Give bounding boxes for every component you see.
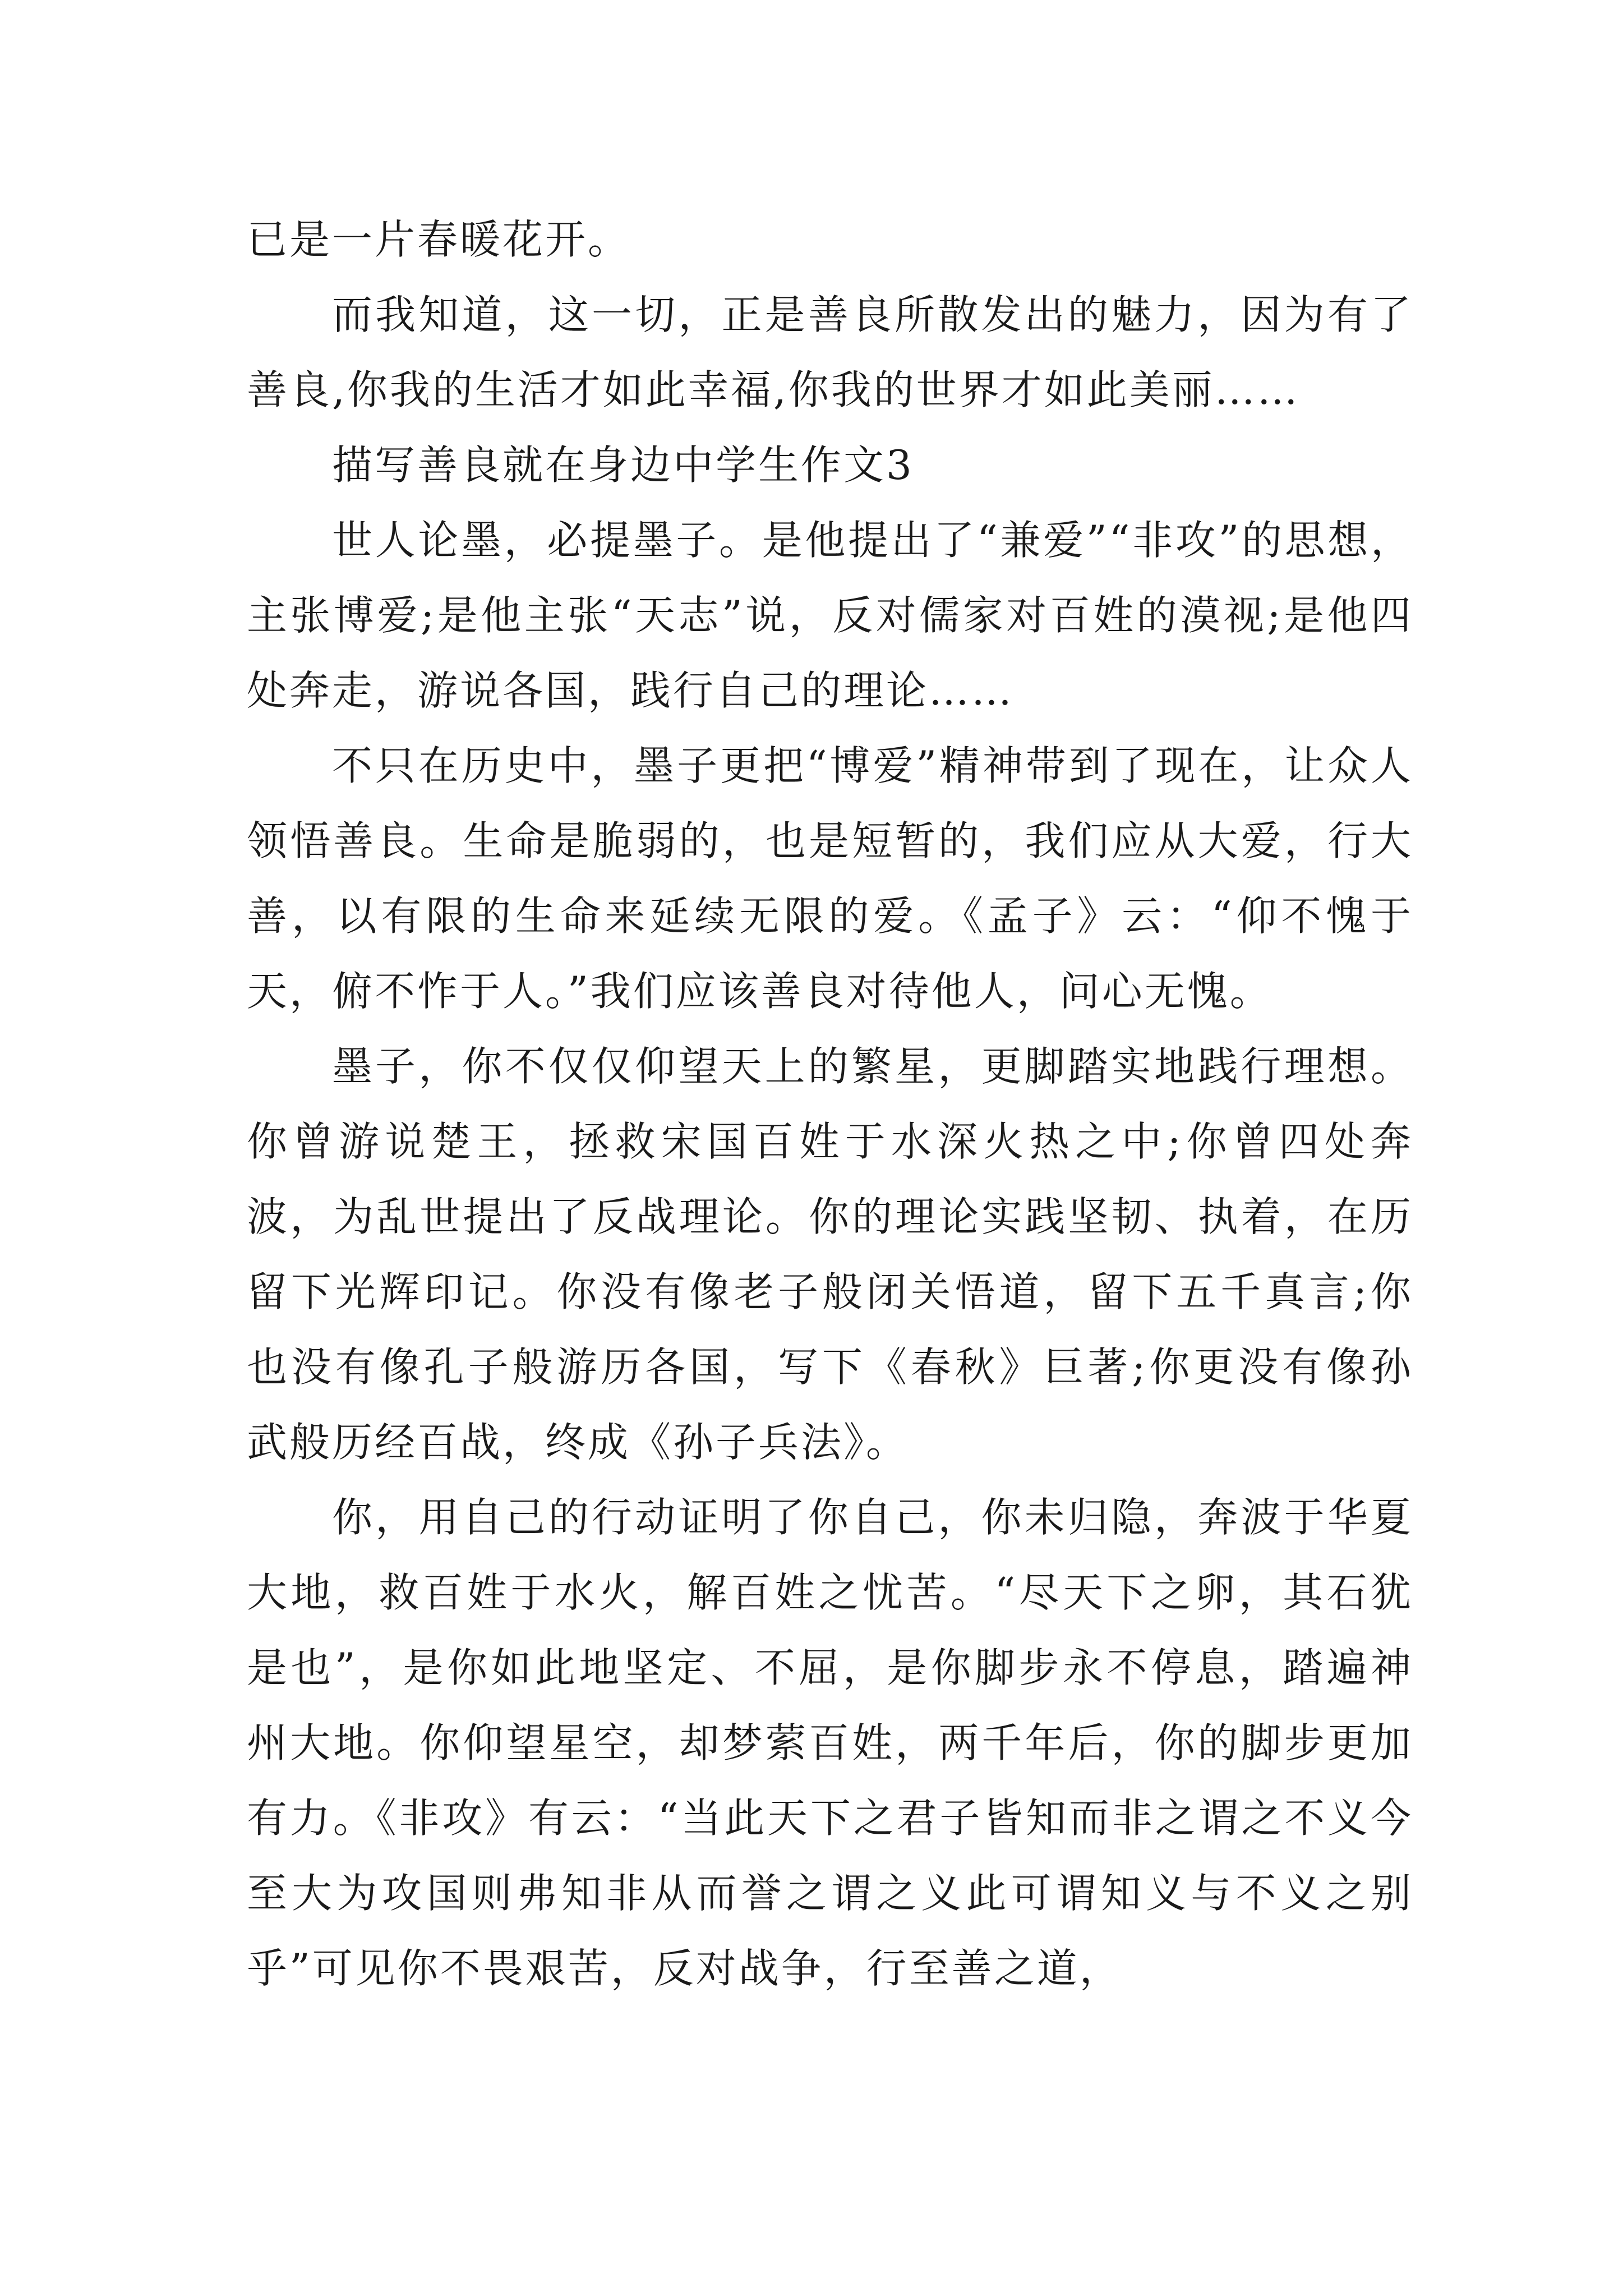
paragraph-2: 而我知道，这一切，正是善良所散发出的魅力，因为有了善良,你我的生活才如此幸福,你我的世界才如此美丽……: [247, 291, 1413, 413]
paragraph-5: 墨子，你不仅仅仰望天上的繁星，更脚踏实地践行理想。你曾游说楚王，拯救宋国百姓于水深火热之中;你曾四处奔波，为乱世提出了反战理论。你的理论实践坚韧、执着，在历留下光辉印记。你没有像老子般闭关悟道，留下五千真言;你也没有像孔子般游历各国，写下《春秋》巨著;你更没有像孙武般历经百战，终成《孙子兵法》。: [247, 1043, 1413, 1466]
paragraph-1: 已是一片春暖花开。: [247, 216, 631, 263]
essay-title: 描写善良就在身边中学生作文3: [332, 441, 914, 489]
paragraph-3: 世人论墨，必提墨子。是他提出了“兼爱”“非攻”的思想，主张博爱;是他主张“天志”说，反对儒家对百姓的漠视;是他四处奔走，游说各国，践行自己的理论……: [247, 517, 1413, 714]
document-body: [247, 202, 1413, 2006]
paragraph-4: 不只在历史中，墨子更把“博爱”精神带到了现在，让众人领悟善良。生命是脆弱的，也是短暂的，我们应从大爱，行大善，以有限的生命来延续无限的爱。《孟子》云：“仰不愧于天，俯不怍于人。”我们应该善良对待他人，问心无愧。: [247, 742, 1413, 1015]
paragraph-6: 你，用自己的行动证明了你自己，你未归隐，奔波于华夏大地，救百姓于水火，解百姓之忧苦。“尽天下之卵，其石犹是也”，是你如此地坚定、不屈，是你脚步永不停息，踏遍神州大地。你仰望星空，却梦萦百姓，两千年后，你的脚步更加有力。《非攻》有云：“当此天下之君子皆知而非之谓之不义今至大为攻国则弗知非从而誉之谓之义此可谓知义与不义之别乎”可见你不畏艰苦，反对战争，行至善之道，: [247, 1494, 1413, 1992]
